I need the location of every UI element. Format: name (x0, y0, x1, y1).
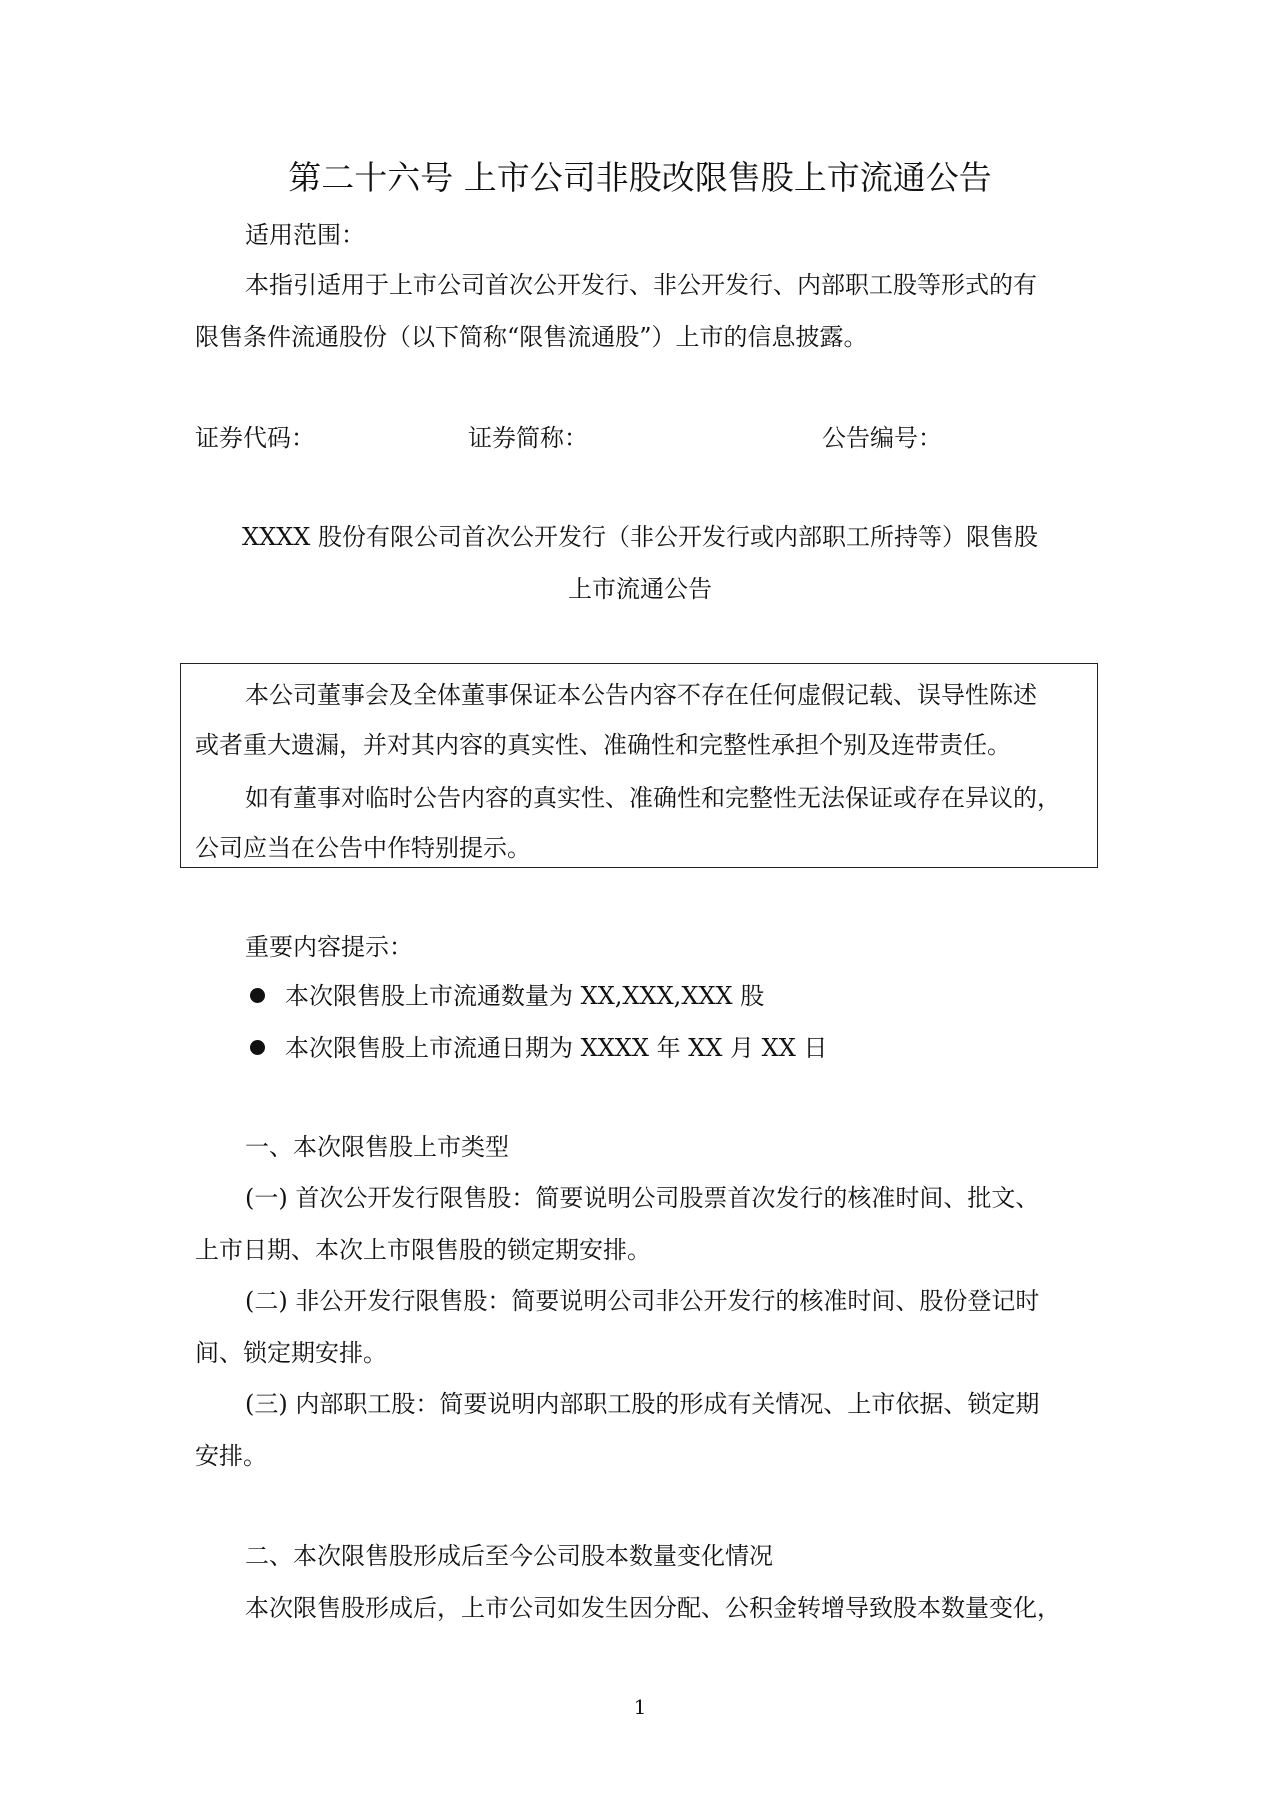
key-point-item: 本次限售股上市流通数量为 XX,XXX,XXX 股 (285, 982, 765, 1010)
notice-line-2: 或者重大遗漏，并对其内容的真实性、准确性和完整性承担个别及连带责任。 (195, 731, 1011, 759)
key-points-label: 重要内容提示： (245, 933, 413, 961)
bullet-icon (250, 988, 265, 1003)
announcement-subtitle-line-1: XXXX 股份有限公司首次公开发行（非公开发行或内部职工所持等）限售股 (242, 523, 1038, 551)
document-title: 第二十六号 上市公司非股改限售股上市流通公告 (288, 158, 992, 197)
security-abbreviation-label: 证券简称： (468, 424, 588, 452)
section-1-item-c-line-2: 安排。 (195, 1442, 267, 1470)
key-point-item: 本次限售股上市流通日期为 XXXX 年 XX 月 XX 日 (285, 1034, 828, 1062)
section-1-heading: 一、本次限售股上市类型 (245, 1133, 509, 1161)
announcement-subtitle-line-2: 上市流通公告 (568, 575, 712, 603)
notice-line-3: 如有董事对临时公告内容的真实性、准确性和完整性无法保证或存在异议的， (245, 784, 1061, 812)
scope-text-line-1: 本指引适用于上市公司首次公开发行、非公开发行、内部职工股等形式的有 (245, 271, 1037, 299)
section-1-item-b-line-2: 间、锁定期安排。 (195, 1339, 387, 1367)
section-1-item-a-line-2: 上市日期、本次上市限售股的锁定期安排。 (195, 1236, 651, 1264)
bullet-icon (250, 1040, 265, 1055)
section-2-paragraph: 本次限售股形成后，上市公司如发生因分配、公积金转增导致股本数量变化， (245, 1594, 1061, 1622)
security-code-label: 证券代码： (195, 424, 315, 452)
announcement-number-label: 公告编号： (822, 424, 942, 452)
notice-line-4: 公司应当在公告中作特别提示。 (195, 834, 531, 862)
section-1-item-b-line-1: (二) 非公开发行限售股：简要说明公司非公开发行的核准时间、股份登记时 (245, 1287, 1040, 1315)
scope-text-line-2: 限售条件流通股份（以下简称“限售流通股”）上市的信息披露。 (195, 323, 868, 351)
section-2-heading: 二、本次限售股形成后至今公司股本数量变化情况 (245, 1542, 773, 1570)
page-number: 1 (633, 1695, 647, 1719)
section-1-item-a-line-1: (一) 首次公开发行限售股：简要说明公司股票首次发行的核准时间、批文、 (245, 1184, 1040, 1212)
scope-label: 适用范围： (245, 221, 365, 249)
notice-line-1: 本公司董事会及全体董事保证本公告内容不存在任何虚假记载、误导性陈述 (245, 681, 1037, 709)
section-1-item-c-line-1: (三) 内部职工股：简要说明内部职工股的形成有关情况、上市依据、锁定期 (245, 1390, 1040, 1418)
